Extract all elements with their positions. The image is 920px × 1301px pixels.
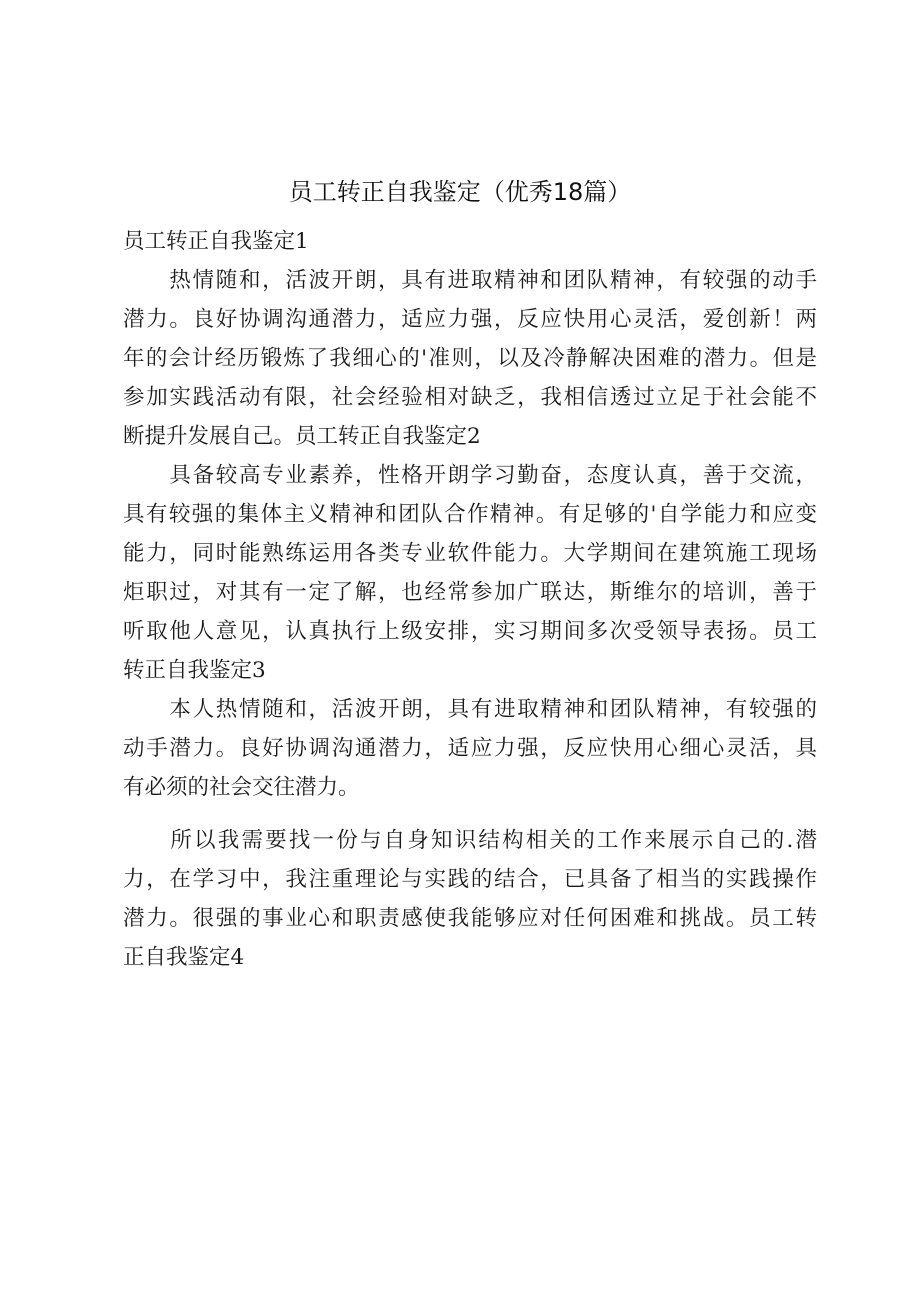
document-body — [123, 222, 817, 977]
paragraph-line: 具有较强的集体主义精神和团队合作精神。有足够的'自学能力和应变 — [123, 502, 817, 527]
paragraph-line: 有必须的社会交往潜力。 — [123, 775, 360, 800]
paragraph-line: 正自我鉴定4 — [123, 945, 245, 970]
paragraph-2 — [123, 456, 817, 690]
paragraph-line: 能力，同时能熟练运用各类专业软件能力。大学期间在建筑施工现场 — [123, 541, 817, 566]
paragraph-line: 炬职过，对其有一定了解，也经常参加广联达，斯维尔的培训，善于 — [123, 580, 817, 605]
paragraph-3 — [123, 690, 817, 807]
paragraph-line: 本人热情随和，活波开朗，具有进取精神和团队精神，有较强的 — [123, 697, 817, 722]
paragraph-line: 断提升发展自己。员工转正自我鉴定2 — [123, 424, 481, 449]
paragraph-line: 年的会计经历锻炼了我细心的'准则，以及冷静解决困难的潜力。但是 — [123, 346, 817, 371]
paragraph-4 — [123, 821, 817, 977]
paragraph-line: 听取他人意见，认真执行上级安排，实习期间多次受领导表扬。员工 — [123, 619, 817, 644]
section-heading: 员工转正自我鉴定1 — [123, 229, 309, 254]
paragraph-line: 具备较高专业素养，性格开朗学习勤奋，态度认真，善于交流， — [123, 463, 817, 488]
paragraph-1 — [123, 261, 817, 456]
document-title: 员工转正自我鉴定（优秀18篇） — [288, 178, 632, 206]
paragraph-line: 潜力。良好协调沟通潜力，适应力强，反应快用心灵活，爱创新！两 — [123, 307, 817, 332]
paragraph-line: 潜力。很强的事业心和职责感使我能够应对任何困难和挑战。员工转 — [123, 906, 817, 931]
paragraph-line: 动手潜力。良好协调沟通潜力，适应力强，反应快用心细心灵活，具 — [123, 736, 817, 761]
paragraph-line: 热情随和，活波开朗，具有进取精神和团队精神，有较强的动手 — [123, 268, 817, 293]
paragraph-line: 力，在学习中，我注重理论与实践的结合，已具备了相当的实践操作 — [123, 867, 817, 892]
paragraph-line: 参加实践活动有限，社会经验相对缺乏，我相信透过立足于社会能不 — [123, 385, 817, 410]
paragraph-spacing — [123, 807, 817, 821]
paragraph-line: 转正自我鉴定3 — [123, 658, 266, 683]
paragraph-line: 所以我需要找一份与自身知识结构相关的工作来展示自己的.潜 — [123, 828, 817, 853]
